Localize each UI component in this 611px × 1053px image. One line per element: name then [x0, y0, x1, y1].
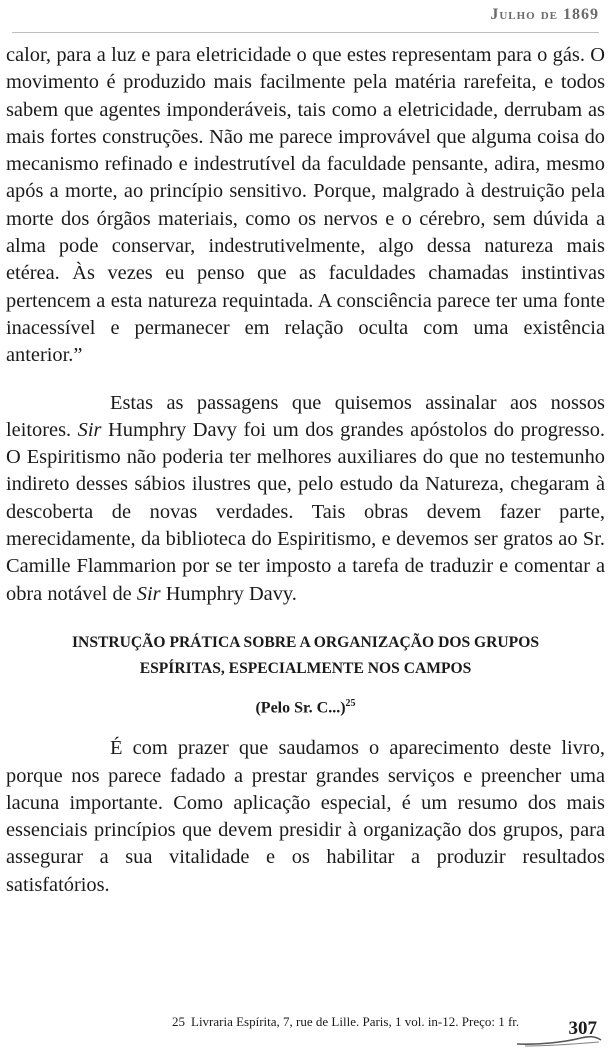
footnote-number: 25: [172, 1014, 185, 1029]
sir-italic: Sir: [136, 582, 161, 605]
paragraph-review: É com prazer que saudamos o aparecimento deste livro, porque nos parece fadado a prestar grandes serviços e preencher uma lacuna importante. Como aplicação especial, é um resumo dos mais essenciais princípios que devem presidir à organização dos grupos, para assegurar a sua vitalidade e os habilitar a produzir resultados satisfatórios.: [6, 737, 605, 896]
header-rule: [12, 32, 599, 33]
footnote: [172, 1014, 519, 1030]
sir-italic: Sir: [77, 418, 102, 441]
page-ornament-icon: [515, 1032, 605, 1048]
byline-text: (Pelo Sr. C...): [255, 699, 346, 717]
paragraph-davy-part-c: Humphry Davy.: [160, 582, 297, 605]
running-header: Julho de 1869: [490, 6, 599, 23]
paragraph-davy-part-a: Estas as passagens que quisemos assinalar aos nossos leitores.: [6, 391, 605, 441]
footnote-reference: 25: [345, 697, 356, 709]
paragraph-continuation: calor, para a luz e para eletricidade o que estes representam para o gás. O movimento é produzido mais facilmente pela matéria rarefeita, e todos sabem que agentes imponderáveis, tais como a eletricidade, derrubam as mais fortes construções. Não me parece improvável que alguma coisa do mecanismo refinado e indestrutível da faculdade pensante, adira, mesmo após a morte, ao princípio sensitivo. Porque, malgrado à destruição pela morte dos órgãos materiais, como os nervos e o cérebro, sem dúvida a alma pode conservar, indestrutivelmente, algo dessa natureza mais etérea. Às vezes eu penso que as faculdades chamadas instintivas pertencem a esta natureza requintada. A consciência parece ter uma fonte inacessível e permanecer em relação oculta com uma existência anterior.”: [6, 44, 605, 367]
footnote-text: Livraria Espírita, 7, rue de Lille. Paris, 1 vol. in-12. Preço: 1 fr.: [191, 1014, 520, 1029]
section-title-line-2: ESPÍRITAS, ESPECIALMENTE NOS CAMPOS: [139, 659, 472, 677]
paragraph-davy-part-b: Humphry Davy foi um dos grandes apóstolos do progresso. O Espiritismo não poderia ter melhores auxiliares do que no testemunho indireto desses sábios ilustres que, pelo estudo da Natureza, chegaram à descoberta de novas verdades. Tais obras devem fazer parte, merecidamente, da biblioteca do Espiritismo, e devemos ser gratos ao Sr. Camille Flammarion por se ter imposto a tarefa de traduzir e comentar a obra notável de: [6, 418, 605, 605]
byline: [6, 698, 605, 717]
section-title-line-1: INSTRUÇÃO PRÁTICA SOBRE A ORGANIZAÇÃO DOS GRUPOS: [71, 633, 540, 651]
page-body: [6, 42, 605, 899]
section-title: [6, 630, 605, 682]
paragraph-davy: [6, 390, 605, 608]
page-number: 307: [568, 1018, 597, 1039]
